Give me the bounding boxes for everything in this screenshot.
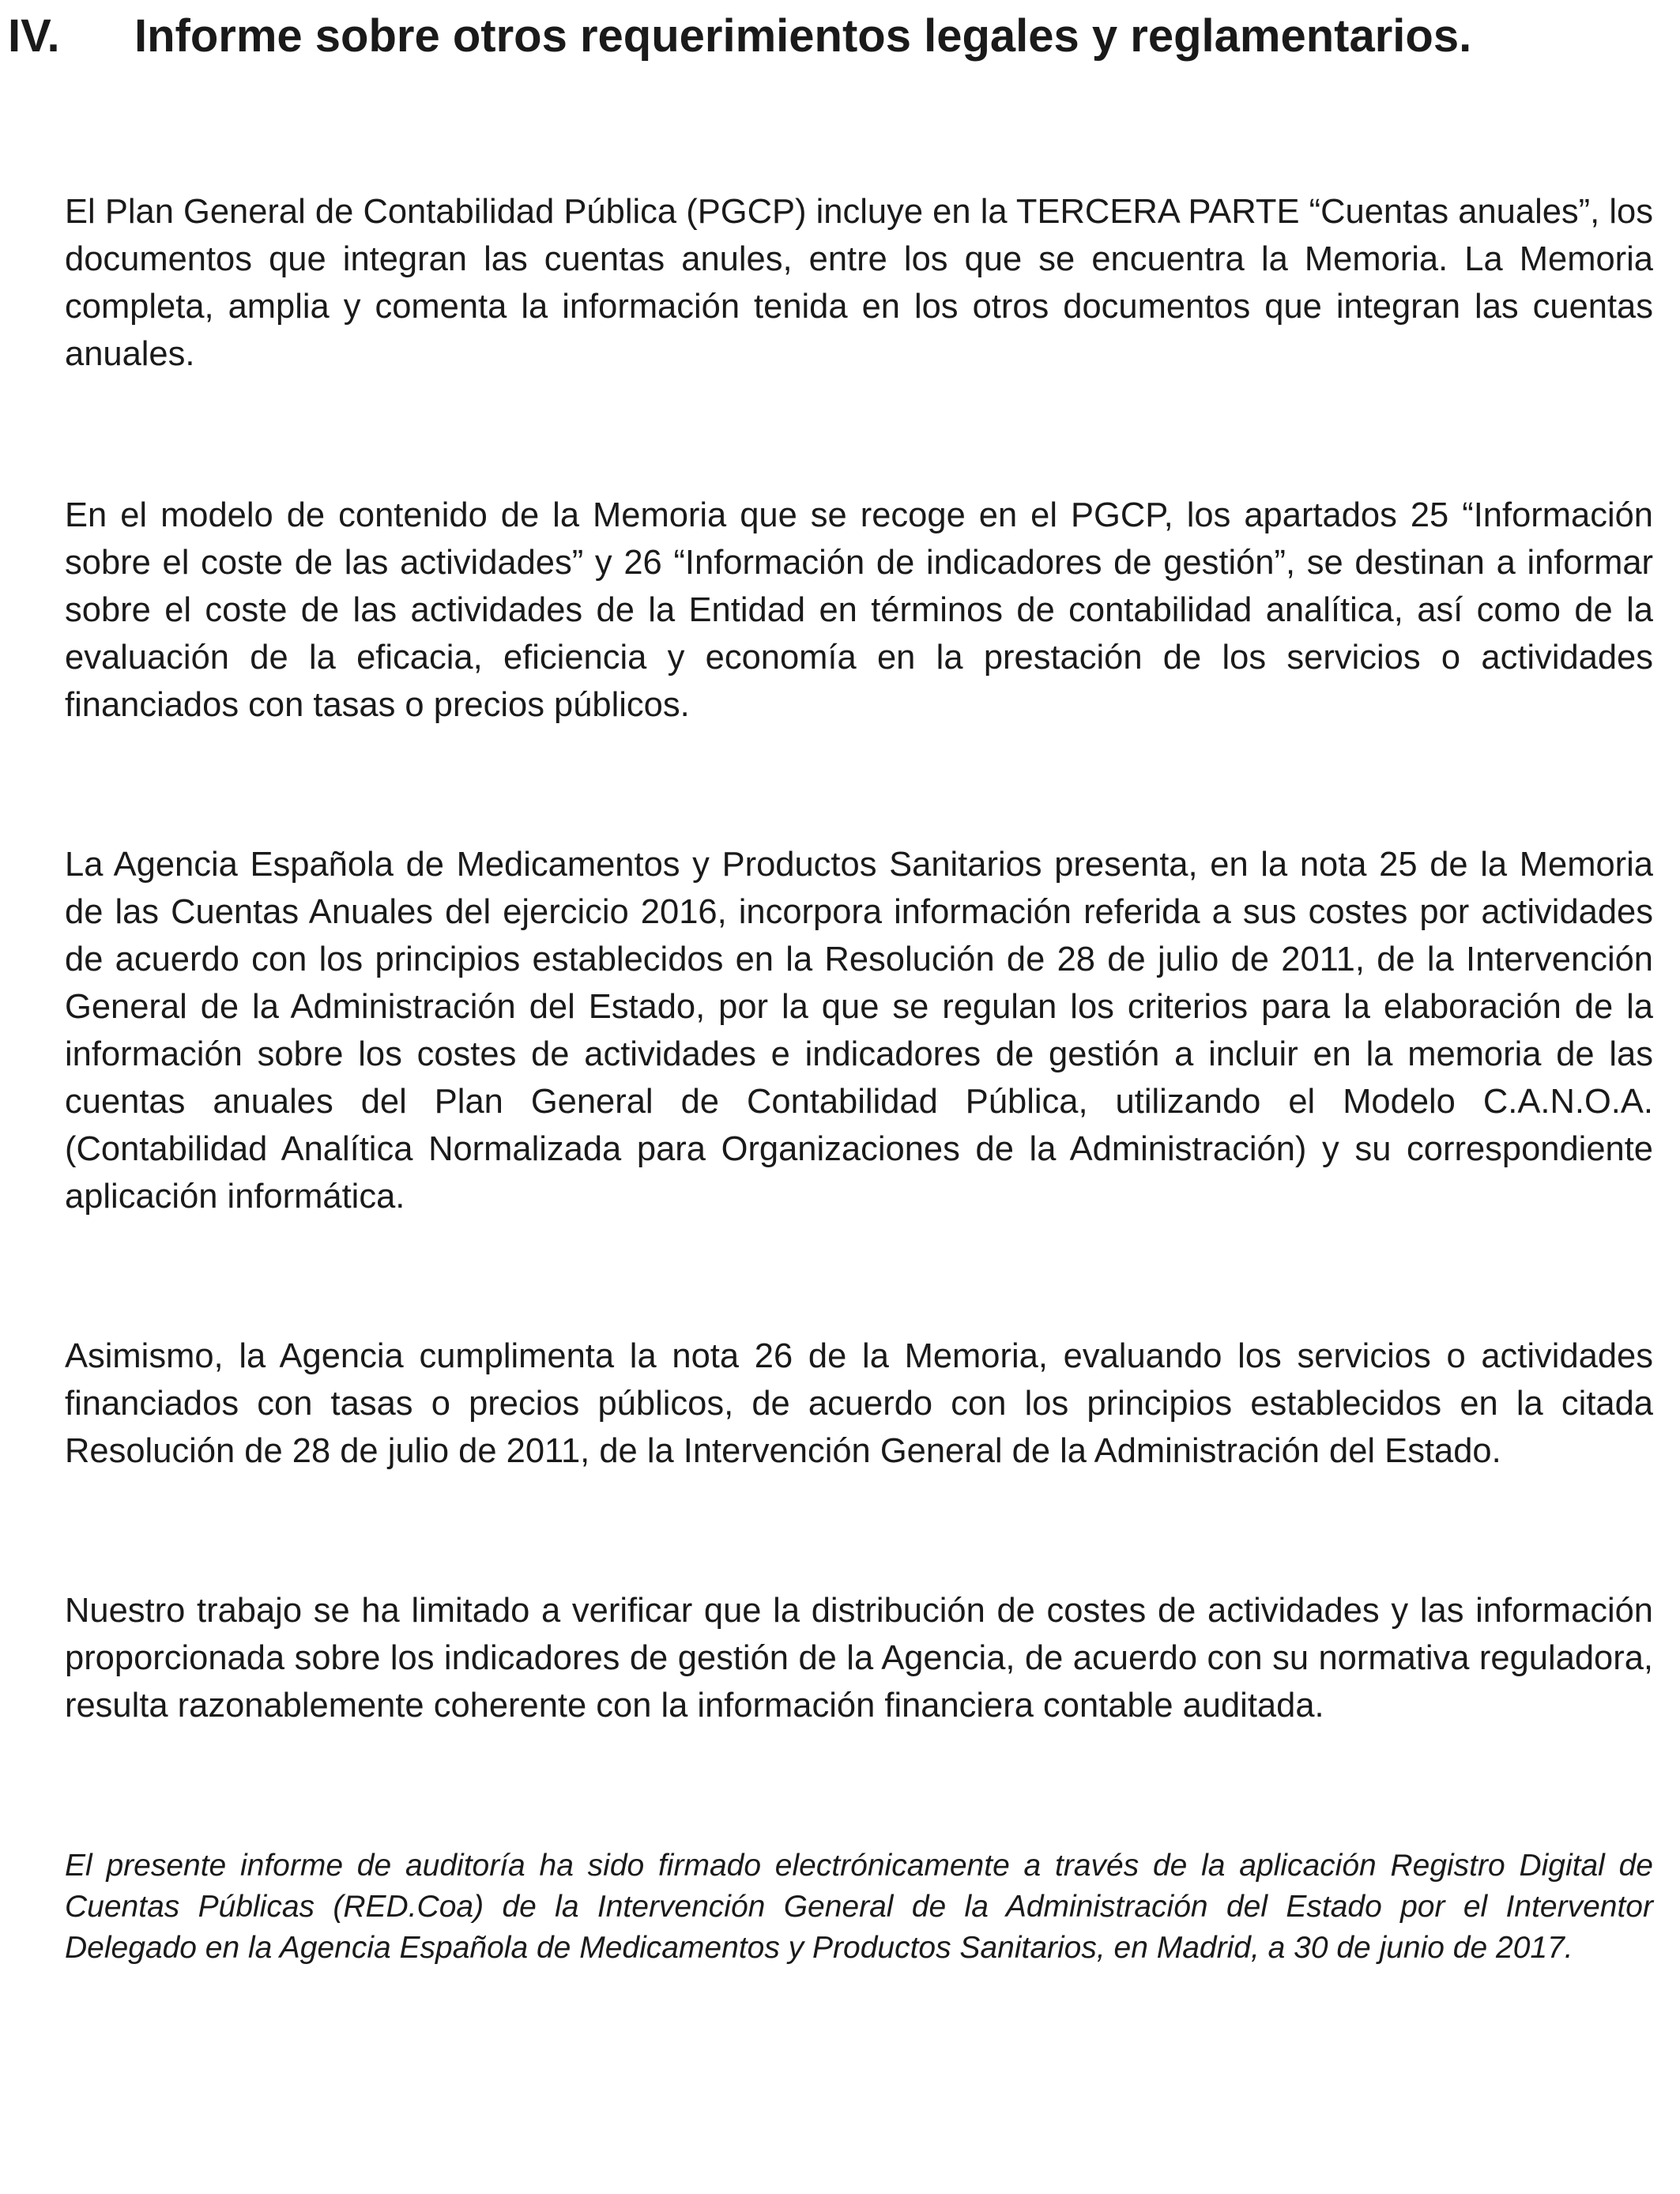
paragraph-agency-note-26: Asimismo, la Agencia cumplimenta la nota 26 de la Memoria, evaluando los servicios o actividades financiados con tasas o precios públicos, de acuerdo con los principios establecidos en la citada Resolución de 28 de julio de 2011, de la Intervención General de la Administración del Estado. <box>65 1337 1653 1470</box>
section-number: IV. <box>8 10 60 62</box>
paragraph-audit-scope: Nuestro trabajo se ha limitado a verificar que la distribución de costes de actividades y las información proporcionada sobre los indicadores de gestión de la Agencia, de acuerdo con su normativa reguladora, resulta razonablemente coherente con la información financiera contable auditada. <box>65 1592 1653 1725</box>
paragraph-agency-note-25: La Agencia Española de Medicamentos y Productos Sanitarios presenta, en la nota 25 de la Memoria de las Cuentas Anuales del ejercicio 2016, incorpora información referida a sus costes por actividades de acuerdo con los principios establecidos en la Resolución de 28 de julio de 2011, de la Intervención General de la Administración del Estado, por la que se regulan los criterios para la elaboración de la información sobre los costes de actividades e indicadores de gestión a incluir en la memoria de las cuentas anuales del Plan General de Contabilidad Pública, utilizando el Modelo C.A.N.O.A. (Contabilidad Analítica Normalizada para Organizaciones de la Administración) y su correspondiente aplicación informática. <box>65 846 1653 1216</box>
section-title: Informe sobre otros requerimientos legales y reglamentarios. <box>134 10 1472 62</box>
paragraph-pgcp-intro: El Plan General de Contabilidad Pública (PGCP) incluye en la TERCERA PARTE “Cuentas anuales”, los documentos que integran las cuentas anules, entre los que se encuentra la Memoria. La Memoria completa, amplia y comenta la información tenida en los otros documentos que integran las cuentas anuales. <box>65 193 1653 373</box>
signature-note: El presente informe de auditoría ha sido firmado electrónicamente a través de la aplicación Registro Digital de Cuentas Públicas (RED.Coa) de la Intervención General de la Administración del Estado por el Interventor Delegado en la Agencia Española de Medicamentos y Productos Sanitarios, en Madrid, a 30 de junio de 2017. <box>65 1849 1653 1965</box>
paragraph-memoria-model: En el modelo de contenido de la Memoria que se recoge en el PGCP, los apartados 25 “Información sobre el coste de las actividades” y 26 “Información de indicadores de gestión”, se destinan a informar sobre el coste de las actividades de la Entidad en términos de contabilidad analítica, así como de la evaluación de la eficacia, eficiencia y economía en la prestación de los servicios o actividades financiados con tasas o precios públicos. <box>65 496 1653 724</box>
section-heading <box>8 8 1652 65</box>
